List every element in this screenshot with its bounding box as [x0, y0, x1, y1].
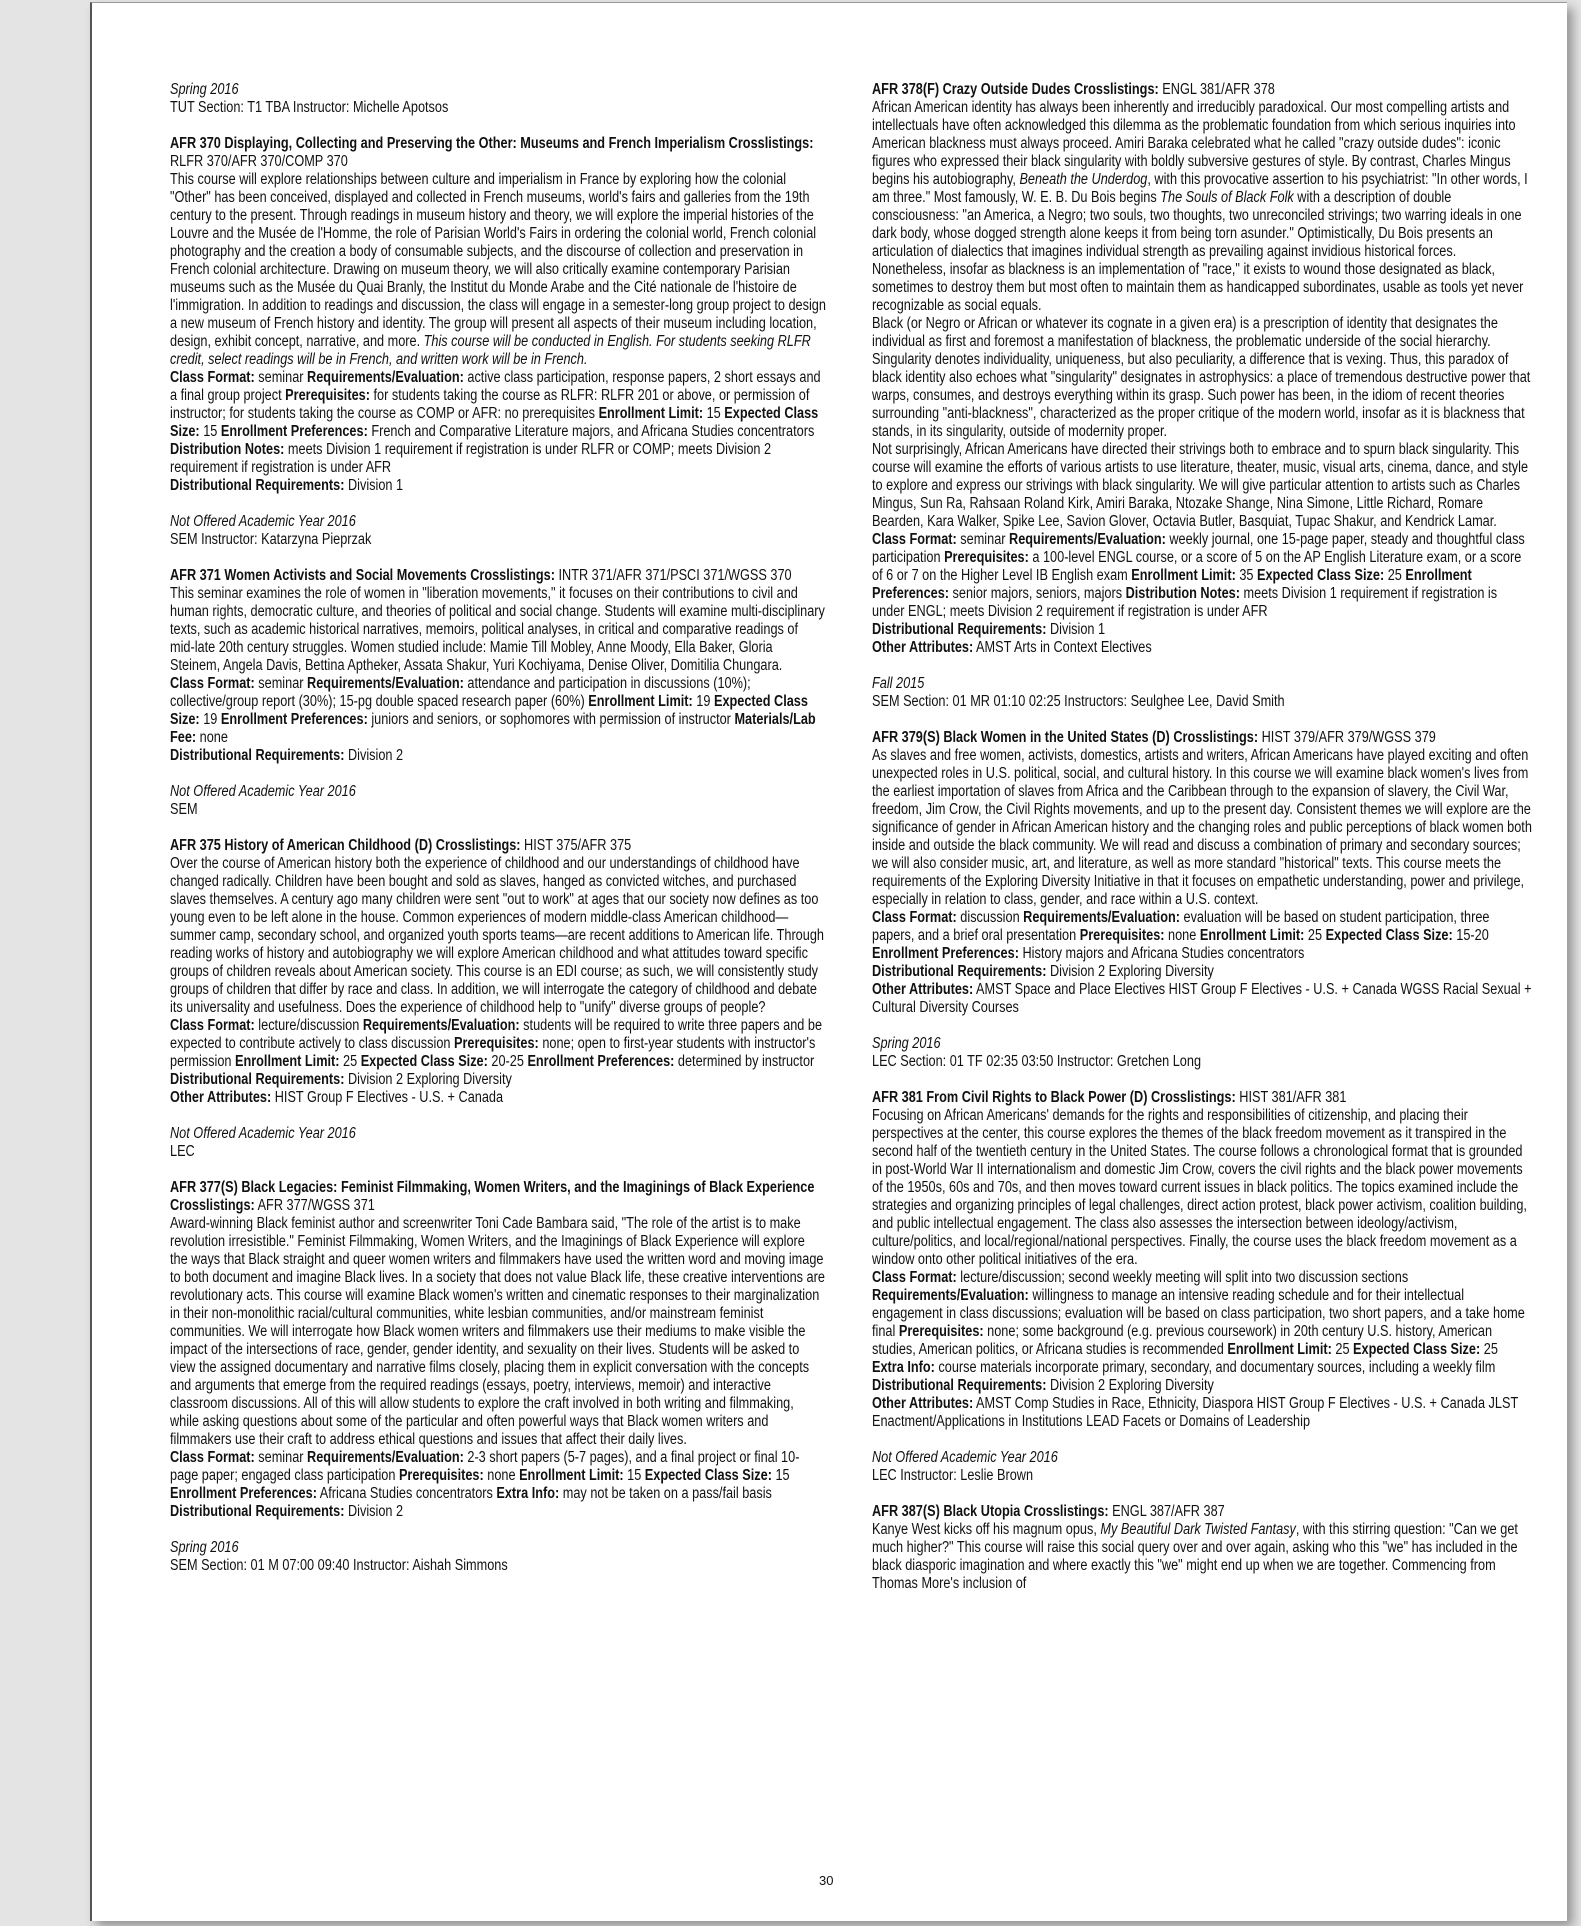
- course-description: Over the course of American history both the experience of childhood and our understandings of childhood have changed radically. Children have been bought and sold as slaves, hanged as convicted witches, and purchased slaves themselves. A century ago many children were sent "out to work" at ages that our society now defines as too young even to be left alone in the house. Common experiences of modern middle-class American childhood—summer camp, secondary school, and organized youth sports teams—are recent additions to American life. Through reading works of history and autobiography we will explore American childhood and what attitudes toward specific groups of children reveals about American society. This course is an EDI course; as such, we will consistently study groups of children that differ by race and class. In addition, we will interrogate the category of childhood and debate its universality and usefulness. Does the experience of childhood help to "unify" diverse groups of people?: [170, 855, 824, 1016]
- course-title: AFR 381 From Civil Rights to Black Power (D): [872, 1089, 1148, 1106]
- course-details: Class Format: discussion Requirements/Evaluation: evaluation will be based on student participation, three papers, and a brief oral presentation Prerequisites: none Enrollment Limit: 25 Expected Class Size: 15-20 Enrollment Preferences: History majors and Africana Studies concentrators Distributional Requirements: Division 2 Exploring Diversity Other Attributes: AMST Space and Place Electives HIST Group F Electives - U.S. + Canada WGSS Racial Sexual + Cultural Diversity Courses: [872, 909, 1532, 1016]
- course-description: As slaves and free women, activists, domestics, artists and writers, African Americans have played exciting and often unexpected roles in U.S. political, social, and cultural history. In this course we will examine black women's lives from the earliest importation of slaves from Africa and the Caribbean through to the expansion of slavery, the Civil War, freedom, Jim Crow, the Civil Rights movements, and up to the present day. Consistent themes we will explore are the significance of gender in African American history and the changing roles and public perceptions of black women both inside and outside the black community. We will read and discuss a combination of primary and secondary sources; we will also consider music, art, and literature, as well as more standard "historical" texts. This course meets the requirements of the Exploring Diversity Initiative in that it focuses on empathetic understanding, power and privilege, especially in relation to class, gender, and race within a U.S. context.: [872, 747, 1532, 908]
- crosslistings-value: AFR 377/WGSS 371: [254, 1197, 375, 1214]
- course-details: Class Format: seminar Requirements/Evaluation: weekly journal, one 15-page paper, steady and thoughtful class participation Prerequisites: a 100-level ENGL course, or a score of 5 on the AP English Literature exam, or a score of 6 or 7 on the Higher Level IB English exam Enrollment Limit: 35 Expected Class Size: 25 Enrollment Preferences: senior majors, seniors, majors Distribution Notes: meets Division 1 requirement if registration is under ENGL; meets Division 2 requirement if registration is under AFR Distributional Requirements: Division 1 Other Attributes: AMST Arts in Context Electives: [872, 531, 1525, 656]
- course-title: AFR 378(F) Crazy Outside Dudes: [872, 81, 1071, 98]
- catalog-page: [90, 2, 1567, 1921]
- course-description: This course will explore relationships between culture and imperialism in France by exploring how the colonial "Other" has been conceived, displayed and collected in French museums, world's fairs and galleries from the 19th century to the present. Through readings in museum history and theory, we will explore the imperial histories of the Louvre and the Musée de l'Homme, the role of Parisian World's Fairs in ordering the colonial world, French colonial photography and the creation a body of consumable subjects, and the discourse of collection and preservation in French colonial architecture. Drawing on museum theory, we will also critically examine contemporary Parisian museums such as the Musée du Quai Branly, the Institut du Monde Arabe and the Cité nationale de l'histoire de l'immigration. In addition to readings and discussion, the class will engage in a semester-long group project to design a new museum of French history and identity. The group will present all aspects of their museum including location, design, exhibit concept, narrative, and more. This course will be conducted in English. For students seeking RLFR credit, select readings will be in French, and written work will be in French.: [170, 171, 826, 368]
- crosslistings-value: HIST 379/AFR 379/WGSS 379: [1258, 729, 1436, 746]
- course-entry: [170, 567, 826, 765]
- crosslistings-value: ENGL 381/AFR 378: [1158, 81, 1275, 98]
- section-offering: [170, 1539, 826, 1575]
- course-details: Class Format: lecture/discussion Requirements/Evaluation: students will be required to write three papers and be expected to contribute actively to class discussion Prerequisites: none; open to first-year students with instructor's permission Enrollment Limit: 25 Expected Class Size: 20-25 Enrollment Preferences: determined by instructor Distributional Requirements: Division 2 Exploring Diversity Other Attributes: HIST Group F Electives - U.S. + Canada: [170, 1017, 823, 1106]
- crosslistings-value: INTR 371/AFR 371/PSCI 371/WGSS 370: [554, 567, 792, 584]
- course-details: Class Format: seminar Requirements/Evaluation: attendance and participation in discussions (10%); collective/group report (30%); 15-pg double spaced research paper (60%) Enrollment Limit: 19 Expected Class Size: 19 Enrollment Preferences: juniors and seniors, or sophomores with permission of instructor Materials/Lab Fee: none Distributional Requirements: Division 2: [170, 675, 816, 764]
- course-entry: [872, 729, 1532, 1017]
- section-detail: SEM Section: 01 MR 01:10 02:25 Instructors: Seulghee Lee, David Smith: [872, 693, 1285, 710]
- crosslistings-label: Crosslistings:: [470, 567, 555, 584]
- crosslistings-label: Crosslistings:: [1074, 81, 1159, 98]
- section-detail: SEM Section: 01 M 07:00 09:40 Instructor: Aishah Simmons: [170, 1557, 508, 1574]
- section-detail: SEM Instructor: Katarzyna Pieprzak: [170, 531, 372, 548]
- course-details: Class Format: seminar Requirements/Evaluation: 2-3 short papers (5-7 pages), and a final project or final 10-page paper; engaged class participation Prerequisites: none Enrollment Limit: 15 Expected Class Size: 15 Enrollment Preferences: Africana Studies concentrators Extra Info: may not be taken on a pass/fail basis Distributional Requirements: Division 2: [170, 1449, 800, 1520]
- course-description: This seminar examines the role of women in "liberation movements," it focuses on their contributions to civil and human rights, democratic culture, and theories of political and social change. Students will examine multi-disciplinary texts, such as academic historical narratives, memoirs, political analyses, in critical and comparative readings of mid-late 20th century struggles. Women studied include: Mamie Till Mobley, Anne Moody, Ella Baker, Gloria Steinem, Angela Davis, Bettina Aptheker, Assata Shakur, Yuri Kochiyama, Denise Oliver, Domitilia Chungara.: [170, 585, 825, 674]
- section-detail: LEC: [170, 1143, 195, 1160]
- course-details: Class Format: lecture/discussion; second weekly meeting will split into two discussion sections Requirements/Evaluation: willingness to manage an intensive reading schedule and for their intellectual engagement in class discussions; evaluation will be based on class participation, two short papers, and a take home final Prerequisites: none; some background (e.g. previous coursework) in 20th century U.S. history, American studies, American politics, or Africana studies is recommended Enrollment Limit: 25 Expected Class Size: 25 Extra Info: course materials incorporate primary, secondary, and documentary sources, including a weekly film Distributional Requirements: Division 2 Exploring Diversity Other Attributes: AMST Comp Studies in Race, Ethnicity, Diaspora HIST Group F Electives - U.S. + Canada JLST Enactment/Applications in Institutions LEAD Facets or Domains of Leadership: [872, 1269, 1525, 1430]
- course-heading: [170, 1179, 826, 1215]
- course-title: AFR 387(S) Black Utopia: [872, 1503, 1021, 1520]
- course-entry: [170, 1179, 826, 1521]
- course-title: AFR 375 History of American Childhood (D): [170, 837, 433, 854]
- course-description: Focusing on African Americans' demands for the rights and responsibilities of citizenship, and placing their perspectives at the center, this course explores the themes of the black freedom movement as it transpired in the second half of the twentieth century in the United States. The course follows a chronological format that is grounded in post-World War II internationalism and domestic Jim Crow, covers the civil rights and the black power movements of the 1950s, 60s and 70s, and then moves toward current issues in black politics. The topics examined include the strategies and organizing principles of legal challenges, direct action protest, black power activism, coalition building, and public intellectual engagement. The class also assesses the intersection between ideology/activism, culture/politics, and local/regional/national perspectives. Finally, the course uses the black freedom movement as a window onto other political initiatives of the era.: [872, 1107, 1527, 1268]
- course-entry: [872, 81, 1532, 657]
- crosslistings-value: HIST 381/AFR 381: [1235, 1089, 1347, 1106]
- crosslistings-label: Crosslistings:: [435, 837, 521, 854]
- section-offering: [170, 783, 826, 819]
- crosslistings-value: RLFR 370/AFR 370/COMP 370: [170, 153, 348, 170]
- section-offering: [170, 81, 826, 117]
- section-detail: SEM: [170, 801, 198, 818]
- course-description: African American identity has always been inherently and irreducibly paradoxical. Our most compelling artists and intellectuals have often acknowledged this dilemma as the problematic foundation from which serious inquiries into American blackness must always proceed. Amiri Baraka celebrated what he called "crazy outside dudes": iconic figures who expressed their black singularity with boldly subversive gestures of style. By contrast, Charles Mingus begins his autobiography, Beneath the Underdog, with this provocative assertion to his psychiatrist: "In other words, I am three." Most famously, W. E. B. Du Bois begins The Souls of Black Folk with a description of double consciousness: "an America, a Negro; two souls, two thoughts, two unreconciled strivings; two warring ideals in one dark body, whose dogged strength alone keeps it from being torn asunder." Optimistically, Du Bois presents an articulation of dialectics that imagines individual strength as prevailing against invidious historical forces. Nonetheless, insofar as blackness is an implementation of "race," it exists to wound those designated as black, sometimes to destroy them but most often to maintain them as handicapped subordinates, usable as tools yet never recognizable as social equals. Black (or Negro or African or whatever its cognate in a given era) is a prescription of identity that designates the individual as first and foremost a manifestation of blackness, the problematic underside of the social hierarchy. Singularity denotes individuality, uniqueness, but also peculiarity, a difference that is vexing. Thus, this paradox of black identity also echoes what "singularity" designates in astrophysics: a place of tremendous destructive power that warps, consumes, and destroys everything within its grasp. Such power has been, in the idiom of recent theories surrounding "anti-blackness", characterized as the proper critique of the modern world, insofar as it is blackness that stands, in its singularity, outside of modernity proper. Not surprisingly, African Americans have directed their strivings both to embrace and to spurn black singularity. This course will examine the efforts of various artists to use literature, theater, music, visual arts, cinema, dance, and style to explore and express our strivings with black singularity. We will give particular attention to artists such as Charles Mingus, Sun Ra, Rahsaan Roland Kirk, Amiri Baraka, Ntozake Shange, Nina Simone, Little Richard, Romare Bearden, Kara Walker, Spike Lee, Savion Glover, Octavia Butler, Basquiat, Tupac Shakur, and Kendrick Lamar.: [872, 99, 1531, 530]
- section-detail: LEC Section: 01 TF 02:35 03:50 Instructor: Gretchen Long: [872, 1053, 1202, 1070]
- section-detail: TUT Section: T1 TBA Instructor: Michelle Apotsos: [170, 99, 449, 116]
- crosslistings-value: ENGL 387/AFR 387: [1108, 1503, 1225, 1520]
- section-term: Fall 2015: [872, 675, 925, 692]
- course-heading: [872, 1503, 1532, 1521]
- course-description: Kanye West kicks off his magnum opus, My Beautiful Dark Twisted Fantasy, with this stirring question: "Can we get much higher?" This course will raise this social query over and over again, asking who this "we" has included in the black diasporic imagination and where exactly this "we" might end up when we are together. Commencing from Thomas More's inclusion of: [872, 1521, 1518, 1592]
- course-title: AFR 370 Displaying, Collecting and Preserving the Other: Museums and French Imperialism: [170, 135, 726, 152]
- section-detail: LEC Instructor: Leslie Brown: [872, 1467, 1034, 1484]
- crosslistings-label: Crosslistings:: [1173, 729, 1259, 746]
- crosslistings-label: Crosslistings:: [1150, 1089, 1236, 1106]
- section-offering: [872, 1449, 1532, 1485]
- course-title: AFR 379(S) Black Women in the United States (D): [872, 729, 1170, 746]
- course-description: Award-winning Black feminist author and screenwriter Toni Cade Bambara said, "The role of the artist is to make revolution irresistible." Feminist Filmmaking, Women Writers, and the Imaginings of Black Experience will explore the ways that Black straight and queer women writers and filmmakers have used the written word and moving image to both document and imagine Black lives. In a society that does not value Black life, these creative interventions are revolutionary acts. This course will examine Black women's written and cinematic responses to their marginalization in their non-monolithic racial/cultural communities, white lesbian communities, and/or mainstream feminist communities. We will interrogate how Black women writers and filmmakers use their mediums to make visible the impact of the intersections of race, gender, gender identity, and sexuality on their lives. Students will be asked to view the assigned documentary and narrative films closely, placing them in explicit conversation with the concepts and arguments that emerge from the required readings (essays, poetry, interviews, memoir) and interactive classroom discussions. All of this will allow students to explore the craft involved in both writing and filmmaking, while asking questions about some of the particular and often powerful ways that Black women writers and filmmakers use their craft to address ethical questions and issues that affect their daily lives.: [170, 1215, 825, 1448]
- course-heading: [872, 1089, 1532, 1107]
- right-column: [872, 81, 1532, 1611]
- course-heading: [170, 135, 826, 171]
- crosslistings-label: Crosslistings:: [728, 135, 814, 152]
- course-entry: [872, 1089, 1532, 1431]
- section-term: Spring 2016: [872, 1035, 941, 1052]
- course-entry: [872, 1503, 1532, 1593]
- section-term: Spring 2016: [170, 1539, 239, 1556]
- course-entry: [170, 837, 826, 1107]
- course-heading: [872, 729, 1532, 747]
- crosslistings-label: Crosslistings:: [1023, 1503, 1109, 1520]
- section-offering: [872, 675, 1532, 711]
- course-note: This course will be conducted in English. For students seeking RLFR credit, select readings will be in French, and written work will be in French.: [170, 333, 811, 368]
- course-heading: [170, 567, 826, 585]
- section-offering: [170, 1125, 826, 1161]
- section-term: Spring 2016: [170, 81, 239, 98]
- crosslistings-label: Crosslistings:: [170, 1197, 255, 1214]
- crosslistings-value: HIST 375/AFR 375: [520, 837, 632, 854]
- page-number: 30: [819, 1873, 834, 1888]
- course-heading: [872, 81, 1532, 99]
- left-column: [170, 81, 826, 1593]
- course-entry: [170, 135, 826, 495]
- section-term: Not Offered Academic Year 2016: [170, 783, 356, 800]
- course-heading: [170, 837, 826, 855]
- course-title: AFR 371 Women Activists and Social Movements: [170, 567, 467, 584]
- section-term: Not Offered Academic Year 2016: [170, 513, 356, 530]
- section-offering: [872, 1035, 1532, 1071]
- course-details: Class Format: seminar Requirements/Evaluation: active class participation, response papers, 2 short essays and a final group project Prerequisites: for students taking the course as RLFR: RLFR 201 or above, or permission of instructor; for students taking the course as COMP or AFR: no prerequisites Enrollment Limit: 15 Expected Class Size: 15 Enrollment Preferences: French and Comparative Literature majors, and Africana Studies concentrators Distribution Notes: meets Division 1 requirement if registration is under RLFR or COMP; meets Division 2 requirement if registration is under AFR Distributional Requirements: Division 1: [170, 369, 821, 494]
- section-term: Not Offered Academic Year 2016: [872, 1449, 1058, 1466]
- section-term: Not Offered Academic Year 2016: [170, 1125, 356, 1142]
- section-offering: [170, 513, 826, 549]
- course-title: AFR 377(S) Black Legacies: Feminist Filmmaking, Women Writers, and the Imaginings of Black Experience: [170, 1179, 815, 1196]
